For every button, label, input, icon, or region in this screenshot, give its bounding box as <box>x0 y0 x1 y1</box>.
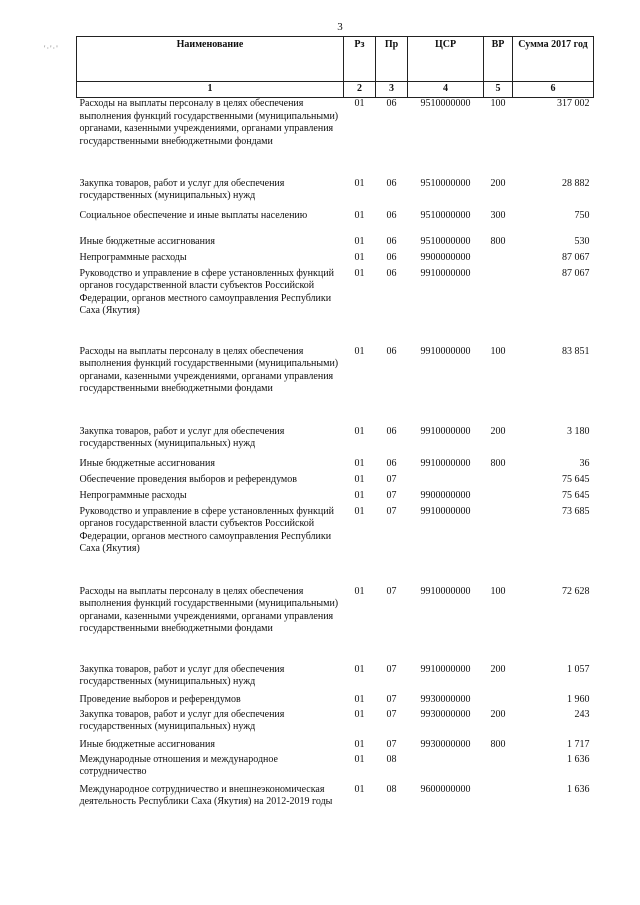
row-sum: 83 851 <box>562 345 590 357</box>
row-sum: 87 067 <box>562 267 590 279</box>
row-sum: 243 <box>574 708 590 720</box>
table-row <box>77 346 594 426</box>
row-csr: 9900000000 <box>420 489 471 501</box>
row-vr: 800 <box>490 235 506 247</box>
row-rz: 01 <box>354 505 365 517</box>
row-sum: 28 882 <box>562 177 590 189</box>
row-rz: 01 <box>354 251 365 263</box>
row-rz: 01 <box>354 693 365 705</box>
row-vr: 100 <box>490 345 506 357</box>
table-row <box>77 98 594 178</box>
row-pr: 06 <box>386 345 397 357</box>
table-row <box>77 458 594 474</box>
column-number: 1 <box>77 82 344 98</box>
row-csr: 9510000000 <box>420 235 471 247</box>
row-pr: 08 <box>386 753 397 765</box>
row-name: Международное сотрудничество и внешнеэкономическая деятельность Республики Саха (Якутия) на 2012-2019 годы <box>79 783 333 808</box>
row-pr: 07 <box>386 585 397 597</box>
row-rz: 01 <box>354 708 365 720</box>
row-sum: 87 067 <box>562 251 590 263</box>
row-rz: 01 <box>354 473 365 485</box>
row-sum: 1 636 <box>567 753 590 765</box>
row-vr: 800 <box>490 738 506 750</box>
row-pr: 06 <box>386 267 397 279</box>
row-csr <box>408 474 484 490</box>
row-vr <box>484 474 513 490</box>
table-row <box>77 490 594 506</box>
row-vr <box>484 490 513 506</box>
row-vr <box>484 506 513 586</box>
row-name: Социальное обеспечение и иные выплаты населению <box>79 209 308 221</box>
row-csr: 9910000000 <box>420 345 471 357</box>
row-name: Закупка товаров, работ и услуг для обеспечения государственных (муниципальных) нужд <box>79 708 285 733</box>
row-csr: 9930000000 <box>420 693 471 705</box>
column-number: 6 <box>513 82 594 98</box>
row-csr: 9900000000 <box>420 251 471 263</box>
row-name: Расходы на выплаты персоналу в целях обеспечения выполнения функций государственными (муниципальными) органами, казенными учреждениями, органами управления государственными внебюджетными фондами <box>79 585 339 635</box>
row-csr: 9910000000 <box>420 425 471 437</box>
row-rz: 01 <box>354 235 365 247</box>
row-vr: 100 <box>490 98 506 109</box>
scan-artifact-mark: '·'·' <box>44 44 59 53</box>
row-csr: 9910000000 <box>420 585 471 597</box>
row-sum: 36 <box>579 457 590 469</box>
row-rz: 01 <box>354 98 365 109</box>
row-name: Проведение выборов и референдумов <box>79 693 241 705</box>
row-vr <box>484 268 513 346</box>
table-header-row <box>77 37 594 82</box>
table-row <box>77 586 594 664</box>
row-pr: 07 <box>386 708 397 720</box>
row-sum: 317 002 <box>557 98 590 109</box>
row-pr: 07 <box>386 505 397 517</box>
row-vr <box>484 694 513 709</box>
row-csr: 9600000000 <box>420 783 471 795</box>
row-name: Непрограммные расходы <box>79 251 187 263</box>
row-name: Иные бюджетные ассигнования <box>79 235 215 247</box>
row-rz: 01 <box>354 585 365 597</box>
row-sum: 75 645 <box>562 473 590 485</box>
row-sum: 72 628 <box>562 585 590 597</box>
budget-table <box>76 36 594 826</box>
row-sum: 73 685 <box>562 505 590 517</box>
table-row <box>77 474 594 490</box>
row-sum: 1 636 <box>567 783 590 795</box>
row-sum: 1 057 <box>567 663 590 675</box>
row-name: Расходы на выплаты персоналу в целях обеспечения выполнения функций государственными (муниципальными) органами, казенными учреждениями, органами управления государственными внебюджетными фондами <box>79 98 339 147</box>
row-csr: 9930000000 <box>420 738 471 750</box>
row-vr <box>484 754 513 784</box>
column-number: 3 <box>376 82 408 98</box>
row-pr: 07 <box>386 473 397 485</box>
row-rz: 01 <box>354 489 365 501</box>
row-sum: 1 717 <box>567 738 590 750</box>
row-pr: 07 <box>386 693 397 705</box>
table-row <box>77 709 594 739</box>
column-number-row <box>77 82 594 98</box>
row-vr: 200 <box>490 708 506 720</box>
table-row <box>77 210 594 236</box>
row-name: Иные бюджетные ассигнования <box>79 457 215 469</box>
row-rz: 01 <box>354 425 365 437</box>
header-name: Наименование <box>77 37 344 82</box>
header-rz: Рз <box>344 37 376 82</box>
row-name: Расходы на выплаты персоналу в целях обеспечения выполнения функций государственными (муниципальными) органами, казенными учреждениями, органами управления государственными внебюджетными фондами <box>79 345 339 395</box>
row-pr: 06 <box>386 177 397 189</box>
row-csr: 9930000000 <box>420 708 471 720</box>
header-csr: ЦСР <box>408 37 484 82</box>
header-pr: Пр <box>376 37 408 82</box>
row-pr: 07 <box>386 489 397 501</box>
row-rz: 01 <box>354 753 365 765</box>
row-pr: 07 <box>386 738 397 750</box>
row-sum: 3 180 <box>567 425 590 437</box>
row-pr: 08 <box>386 783 397 795</box>
row-csr: 9510000000 <box>420 98 471 109</box>
row-name: Международные отношения и международное сотрудничество <box>79 753 278 778</box>
header-vr: ВР <box>484 37 513 82</box>
row-sum: 75 645 <box>562 489 590 501</box>
row-pr: 07 <box>386 663 397 675</box>
row-pr: 06 <box>386 98 397 109</box>
row-csr: 9910000000 <box>420 457 471 469</box>
table-row <box>77 236 594 252</box>
table-row <box>77 754 594 784</box>
row-name: Закупка товаров, работ и услуг для обеспечения государственных (муниципальных) нужд <box>79 177 285 202</box>
row-vr: 200 <box>490 663 506 675</box>
row-vr: 200 <box>490 177 506 189</box>
row-csr: 9510000000 <box>420 177 471 189</box>
row-rz: 01 <box>354 783 365 795</box>
row-vr <box>484 784 513 826</box>
row-pr: 06 <box>386 425 397 437</box>
row-rz: 01 <box>354 663 365 675</box>
row-csr: 9910000000 <box>420 663 471 675</box>
table-row <box>77 664 594 694</box>
table-row <box>77 784 594 826</box>
row-rz: 01 <box>354 177 365 189</box>
row-name: Непрограммные расходы <box>79 489 187 501</box>
row-rz: 01 <box>354 738 365 750</box>
row-vr: 200 <box>490 425 506 437</box>
table-row <box>77 268 594 346</box>
header-sum: Сумма 2017 год <box>513 37 594 82</box>
row-name: Обеспечение проведения выборов и референдумов <box>79 473 297 485</box>
row-vr <box>484 252 513 268</box>
row-csr: 9910000000 <box>420 505 471 517</box>
row-sum: 1 960 <box>567 693 590 705</box>
row-rz: 01 <box>354 209 365 221</box>
table-row <box>77 252 594 268</box>
column-number: 4 <box>408 82 484 98</box>
column-number: 5 <box>484 82 513 98</box>
row-name: Закупка товаров, работ и услуг для обеспечения государственных (муниципальных) нужд <box>79 425 285 450</box>
row-pr: 06 <box>386 251 397 263</box>
row-name: Руководство и управление в сфере установленных функций органов государственной власти субъектов Российской Федерации, органов местного самоуправления Республики Саха (Якутия) <box>79 267 334 317</box>
row-name: Закупка товаров, работ и услуг для обеспечения государственных (муниципальных) нужд <box>79 663 285 688</box>
row-vr: 100 <box>490 585 506 597</box>
row-sum: 530 <box>574 235 590 247</box>
row-vr: 800 <box>490 457 506 469</box>
row-rz: 01 <box>354 457 365 469</box>
table-row <box>77 426 594 458</box>
row-csr: 9510000000 <box>420 209 471 221</box>
row-name: Иные бюджетные ассигнования <box>79 738 215 750</box>
row-sum: 750 <box>574 209 590 221</box>
row-csr: 9910000000 <box>420 267 471 279</box>
row-pr: 06 <box>386 457 397 469</box>
table-row <box>77 694 594 709</box>
row-pr: 06 <box>386 235 397 247</box>
column-number: 2 <box>344 82 376 98</box>
row-rz: 01 <box>354 345 365 357</box>
row-csr <box>408 754 484 784</box>
row-pr: 06 <box>386 209 397 221</box>
table-row <box>77 506 594 586</box>
table-row <box>77 178 594 210</box>
row-vr: 300 <box>490 209 506 221</box>
table-row <box>77 739 594 754</box>
row-rz: 01 <box>354 267 365 279</box>
row-name: Руководство и управление в сфере установленных функций органов государственной власти субъектов Российской Федерации, органов местного самоуправления Республики Саха (Якутия) <box>79 505 334 555</box>
page-number: 3 <box>337 21 343 33</box>
